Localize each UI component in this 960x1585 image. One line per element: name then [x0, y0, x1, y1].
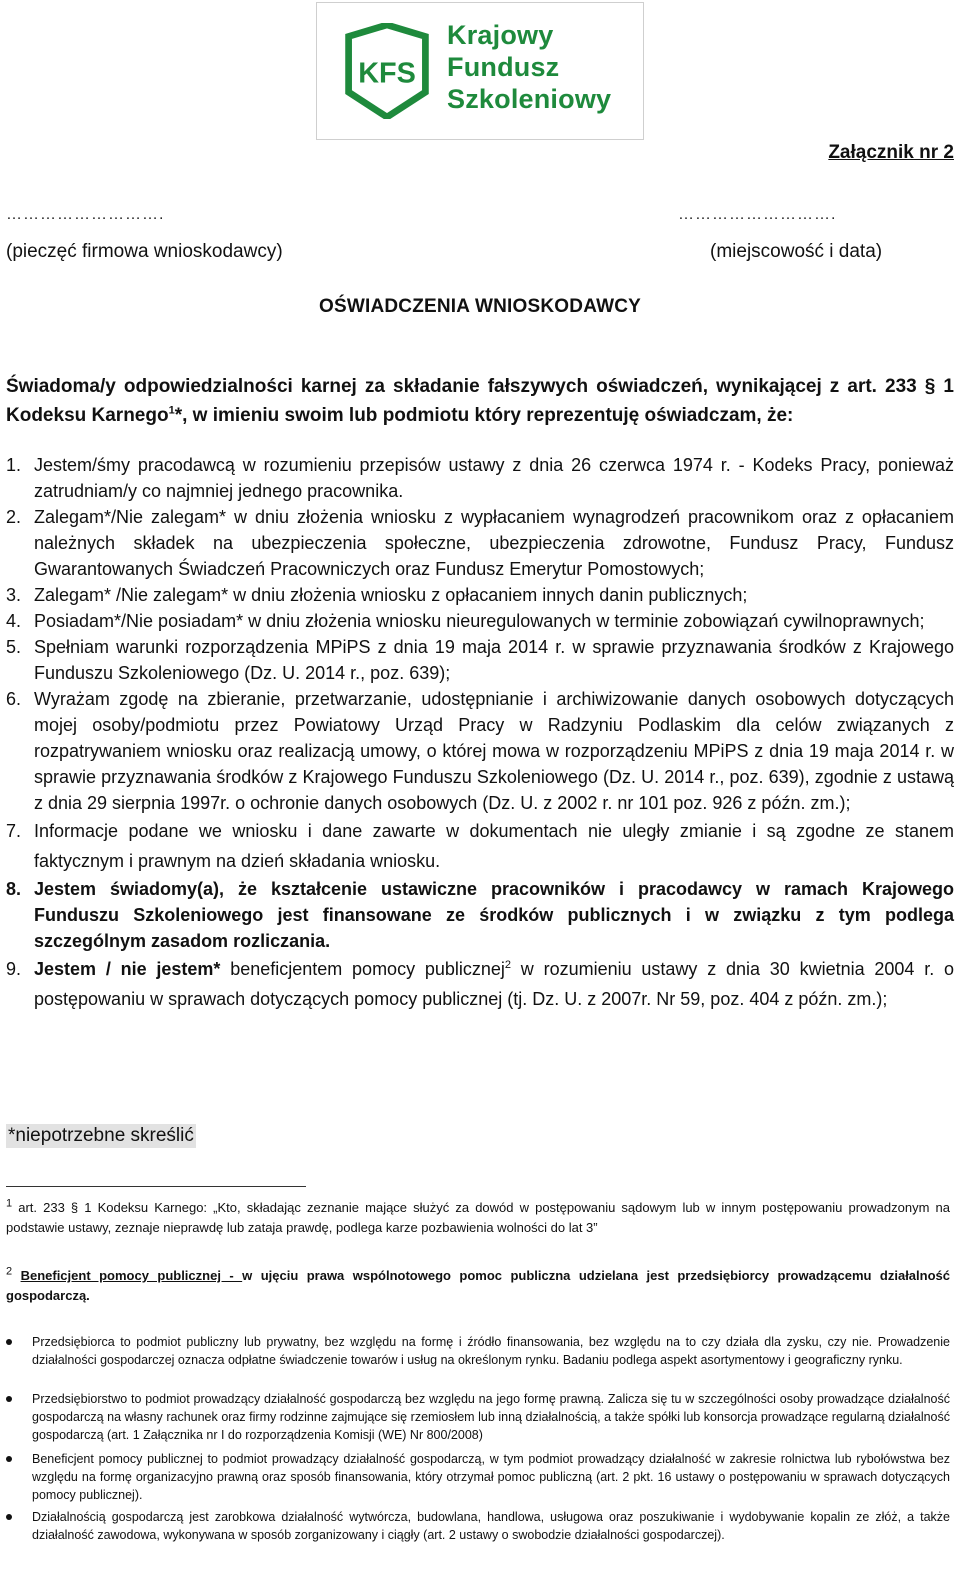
bullet-text: Przedsiębiorca to podmiot publiczny lub prywatny, bez względu na formę i źródło finansowania, bez względu na to czy działa dla zysku, czy nie. Prowadzenie działalności gospodarczej oznacza odpłatne świadczenie towarów i usług na określonym rynku. Badaniu podlega aspekt asortymentowy i geograficzny rynku. [32, 1335, 950, 1367]
page-title: OŚWIADCZENIA WNIOSKODAWCY [318, 296, 641, 317]
footnote-separator [6, 1186, 306, 1187]
statement-text: Informacje podane we wniosku i dane zawarte w dokumentach nie uległy zmianie i są zgodne ze stanem faktycznym i prawnym na dzień składania wniosku. [34, 821, 954, 871]
bullet-text: Przedsiębiorstwo to podmiot prowadzący działalność gospodarczą bez względu na jego formę prawną. Zalicza się tu w szczególności osoby prowadzące działalność gospodarczą na własny rachunek oraz firmy rodzinne zajmujące się rzemiosłem lub inną działalnością, a także spółki lub konsorcja prowadzące regularną działalność gospodarczą (art. 1 Załącznika nr I do rozporządzenia Komisji (WE) Nr 800/2008) [32, 1392, 950, 1442]
footnote-1 [6, 1198, 950, 1238]
bullet-item [6, 1333, 950, 1369]
statement-text: Wyrażam zgodę na zbieranie, przetwarzanie, udostępnianie i archiwizowanie danych osobowych dotyczących mojej osoby/podmiotu przez Powiatowy Urząd Pracy w Radzyniu Podlaskim dla celów związanych z rozpatrywaniem wniosku oraz realizacją umowy, o której mowa w rozporządzeniu MPiPS z dnia 19 maja 2014 r. w sprawie przyznawania środków z Krajowego Funduszu Szkoleniowego (Dz. U. 2014 r., poz. 639), zgodnie z ustawą z dnia 29 sierpnia 1997r. o ochronie danych osobowych (Dz. U. z 2002 r. nr 101 poz. 926 z późn. zm.); [34, 689, 954, 813]
footnote-ref-2: 2 [504, 959, 512, 971]
statement-number: 3. [6, 585, 22, 605]
statement-list [6, 452, 954, 1014]
statement-text: Zalegam*/Nie zalegam* w dniu złożenia wniosku z wypłacaniem wynagrodzeń pracownikom oraz z opłacaniem należnych składek na ubezpieczenia społeczne, ubezpieczenia zdrowotne, Fundusz Pracy, Fundusz Gwarantowanych Świadczeń Pracowniczych oraz Fundusz Emerytur Pomostowych; [34, 507, 954, 579]
footnote-ref-1: 1 [168, 404, 175, 417]
statement-number: 9. [6, 959, 22, 979]
bullet-dot-icon [6, 1339, 12, 1345]
statement-number: 6. [6, 689, 22, 709]
bullet-dot-icon [6, 1396, 12, 1402]
intro-paragraph [6, 372, 954, 430]
statement-item [6, 504, 954, 582]
statement-number: 8. [6, 879, 22, 899]
strike-out-note: *niepotrzebne skreślić [8, 1125, 194, 1146]
bullet-text: Beneficjent pomocy publicznej to podmiot prowadzący działalność gospodarczą, w tym podmiot prowadzący działalność w zakresie rolnictwa lub rybołówstwa bez względu na formę organizacyjno prawną oraz sposób finansowania, który otrzymał pomoc publiczną (art. 2 pkt. 16 ustawy o postępowaniu w sprawach dotyczących pomocy publicznej). [32, 1452, 950, 1502]
statement-item [6, 634, 954, 686]
intro-line-1: Świadoma/y odpowiedzialności karnej za składanie fałszywych oświadczeń, wynikającej z art. 233 § 1 [6, 376, 954, 397]
bullet-dot-icon [6, 1456, 12, 1462]
logo-line-2: Fundusz [447, 52, 560, 82]
statement-number: 5. [6, 637, 22, 657]
statement-item [6, 608, 954, 634]
place-date-caption: (miejscowość i data) [710, 241, 883, 262]
statement-text: Spełniam warunki rozporządzenia MPiPS z dnia 19 maja 2014 r. w sprawie przyznawania środków z Krajowego Funduszu Szkoleniowego (Dz. U. 2014 r., poz. 639); [34, 637, 954, 683]
statement-number: 2. [6, 507, 22, 527]
bullet-dot-icon [6, 1514, 12, 1520]
footnote-1-number: 1 [6, 1197, 13, 1210]
stamp-dots: ………………………. [6, 206, 165, 223]
footnote-2-text: w ujęciu prawa wspólnotowego pomoc publiczna udzielana jest przedsiębiorcy prowadzącemu działalność gospodarczą. [6, 1268, 950, 1303]
bullet-item [6, 1390, 950, 1444]
intro-line-2 [6, 401, 954, 430]
footnote-2-term: Beneficjent pomocy publicznej - [20, 1268, 243, 1283]
statement-item [6, 876, 954, 954]
statement-bold-part: Jestem / nie jestem* [34, 959, 221, 979]
kfs-logo [316, 2, 644, 140]
statement-part-b: w rozumieniu ustawy z dnia 30 kwietnia 2004 r. o postępowaniu w sprawach dotyczących pomocy publicznej (tj. Dz. U. z 2007r. Nr 59, poz. 404 z późn. zm.); [34, 959, 954, 1009]
statement-number: 4. [6, 611, 22, 631]
statement-item [6, 582, 954, 608]
intro-declaration: *, w imieniu swoim lub podmiotu który reprezentuję oświadczam, że: [174, 405, 794, 426]
logo-wordmark [447, 19, 611, 115]
logo-line-3: Szkoleniowy [447, 84, 612, 114]
bullet-item [6, 1508, 950, 1544]
statement-text [34, 954, 954, 1014]
statement-number: 7. [6, 821, 22, 841]
statement-item [6, 686, 954, 816]
statement-text: Jestem/śmy pracodawcą w rozumieniu przepisów ustawy z dnia 26 czerwca 1974 r. - Kodeks Pracy, ponieważ zatrudniam/y co najmniej jednego pracownika. [34, 455, 954, 501]
statement-item [6, 452, 954, 504]
bullet-item [6, 1450, 950, 1504]
footnote-2 [6, 1266, 950, 1306]
footnote-2-number: 2 [6, 1265, 13, 1278]
place-date-dots: ………………………. [678, 206, 837, 223]
intro-code-name: Kodeksu Karnego [6, 405, 169, 426]
stamp-caption: (pieczęć firmowa wnioskodawcy) [6, 241, 283, 262]
statement-text: Jestem świadomy(a), że kształcenie ustawiczne pracowników i pracodawcy w ramach Krajowego Funduszu Szkoleniowego jest finansowane ze środków publicznych i w związku z tym podlega szczególnym zasadom rozliczania. [34, 879, 954, 951]
bullet-text: Działalnością gospodarczą jest zarobkowa działalność wytwórcza, budowlana, handlowa, usługowa oraz poszukiwanie i wydobywanie kopalin ze złóż, a także działalność zawodowa, wykonywana w sposób zorganizowany i ciągły (art. 2 ustawy o swobodzie działalności gospodarczej). [32, 1510, 950, 1542]
logo-line-1: Krajowy [447, 20, 554, 50]
kfs-shield-icon [339, 23, 435, 119]
statement-item [6, 816, 954, 876]
statement-part-a: beneficjentem pomocy publicznej [220, 959, 505, 979]
statement-text: Posiadam*/Nie posiadam* w dniu złożenia wniosku nieuregulowanych w terminie zobowiązań cywilnoprawnych; [34, 611, 925, 631]
statement-number: 1. [6, 455, 22, 475]
statement-item [6, 954, 954, 1014]
footnote-1-text: art. 233 § 1 Kodeksu Karnego: „Kto, składając zeznanie mające służyć za dowód w postępowaniu sądowym lub w innym postępowaniu prowadzonym na podstawie ustawy, zeznaje nieprawdę lub zataja prawdę, podlega karze pozbawienia wolności do lat 3” [6, 1200, 950, 1235]
annex-label: Załącznik nr 2 [828, 142, 954, 163]
logo-mark-text: KFS [358, 57, 416, 90]
statement-text: Zalegam* /Nie zalegam* w dniu złożenia wniosku z opłacaniem innych danin publicznych; [34, 585, 748, 605]
